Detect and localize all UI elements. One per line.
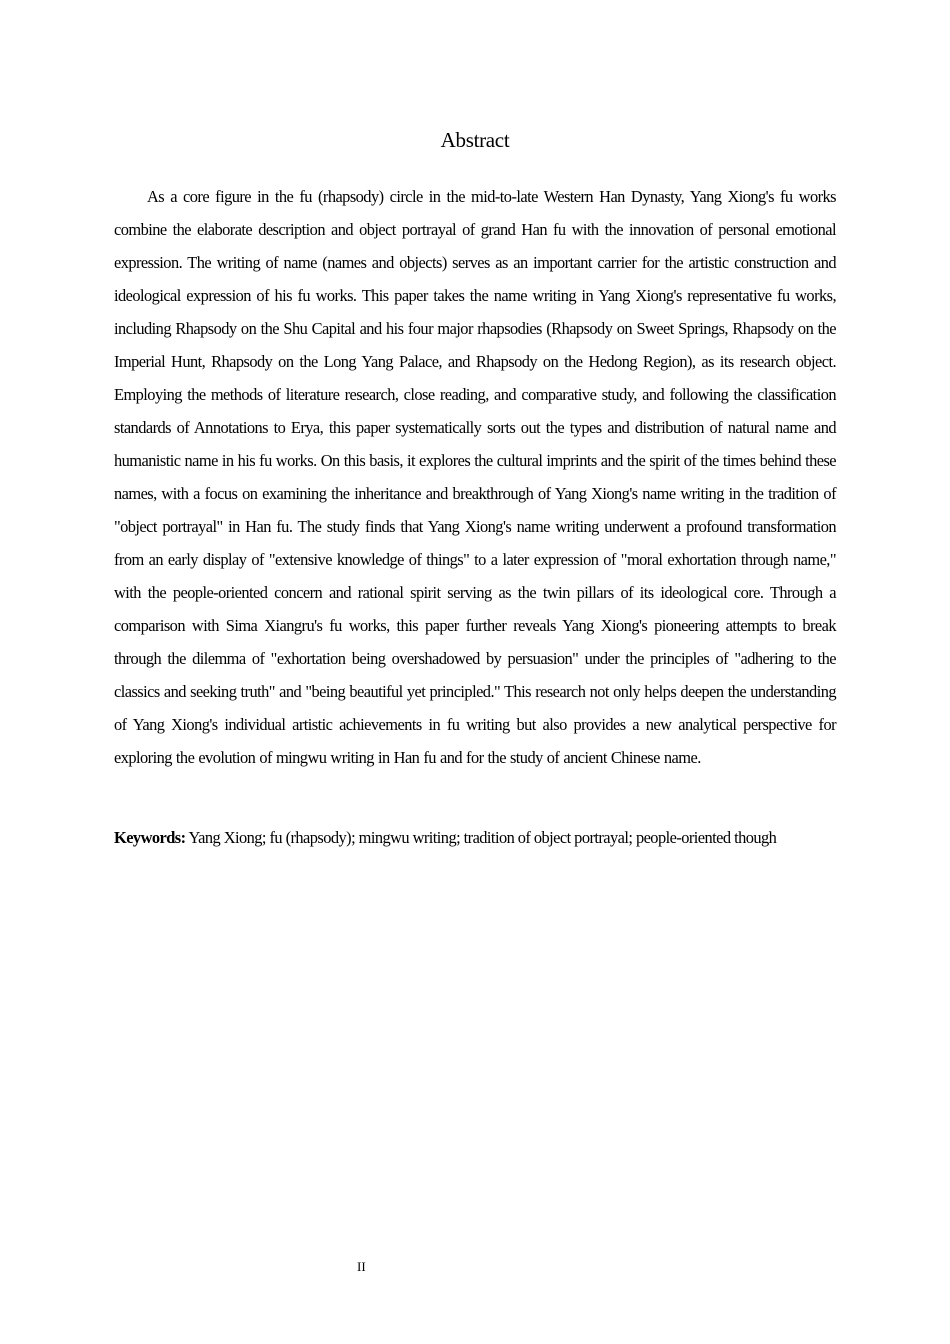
keywords-line	[114, 824, 874, 852]
abstract-heading: Abstract	[440, 128, 510, 152]
keywords-text: Yang Xiong; fu (rhapsody); mingwu writing; tradition of object portrayal; people-oriented though	[188, 828, 777, 847]
page-number: II	[357, 1259, 366, 1274]
keywords-label: Keywords:	[114, 828, 186, 847]
abstract-paragraph: As a core figure in the fu (rhapsody) circle in the mid-to-late Western Han Dynasty, Yang Xiong's fu works combine the elaborate description and object portrayal of grand Han fu with the innovation of personal emotional expression. The writing of name (names and objects) serves as an important carrier for the artistic construction and ideological expression of his fu works. This paper takes the name writing in Yang Xiong's representative fu works, including Rhapsody on the Shu Capital and his four major rhapsodies (Rhapsody on Sweet Springs, Rhapsody on the Imperial Hunt, Rhapsody on the Long Yang Palace, and Rhapsody on the Hedong Region), as its research object. Employing the methods of literature research, close reading, and comparative study, and following the classification standards of Annotations to Erya, this paper systematically sorts out the types and distribution of natural name and humanistic name in his fu works. On this basis, it explores the cultural imprints and the spirit of the times behind these names, with a focus on examining the inheritance and breakthrough of Yang Xiong's name writing in the tradition of "object portrayal" in Han fu. The study finds that Yang Xiong's name writing underwent a profound transformation from an early display of "extensive knowledge of things" to a later expression of "moral exhortation through name," with the people-oriented concern and rational spirit serving as the twin pillars of its ideological core. Through a comparison with Sima Xiangru's fu works, this paper further reveals Yang Xiong's pioneering attempts to break through the dilemma of "exhortation being overshadowed by persuasion" under the principles of "adhering to the classics and seeking truth" and "being beautiful yet principled." This research not only helps deepen the understanding of Yang Xiong's individual artistic achievements in fu writing but also provides a new analytical perspective for exploring the evolution of mingwu writing in Han fu and for the study of ancient Chinese name.	[114, 187, 836, 767]
